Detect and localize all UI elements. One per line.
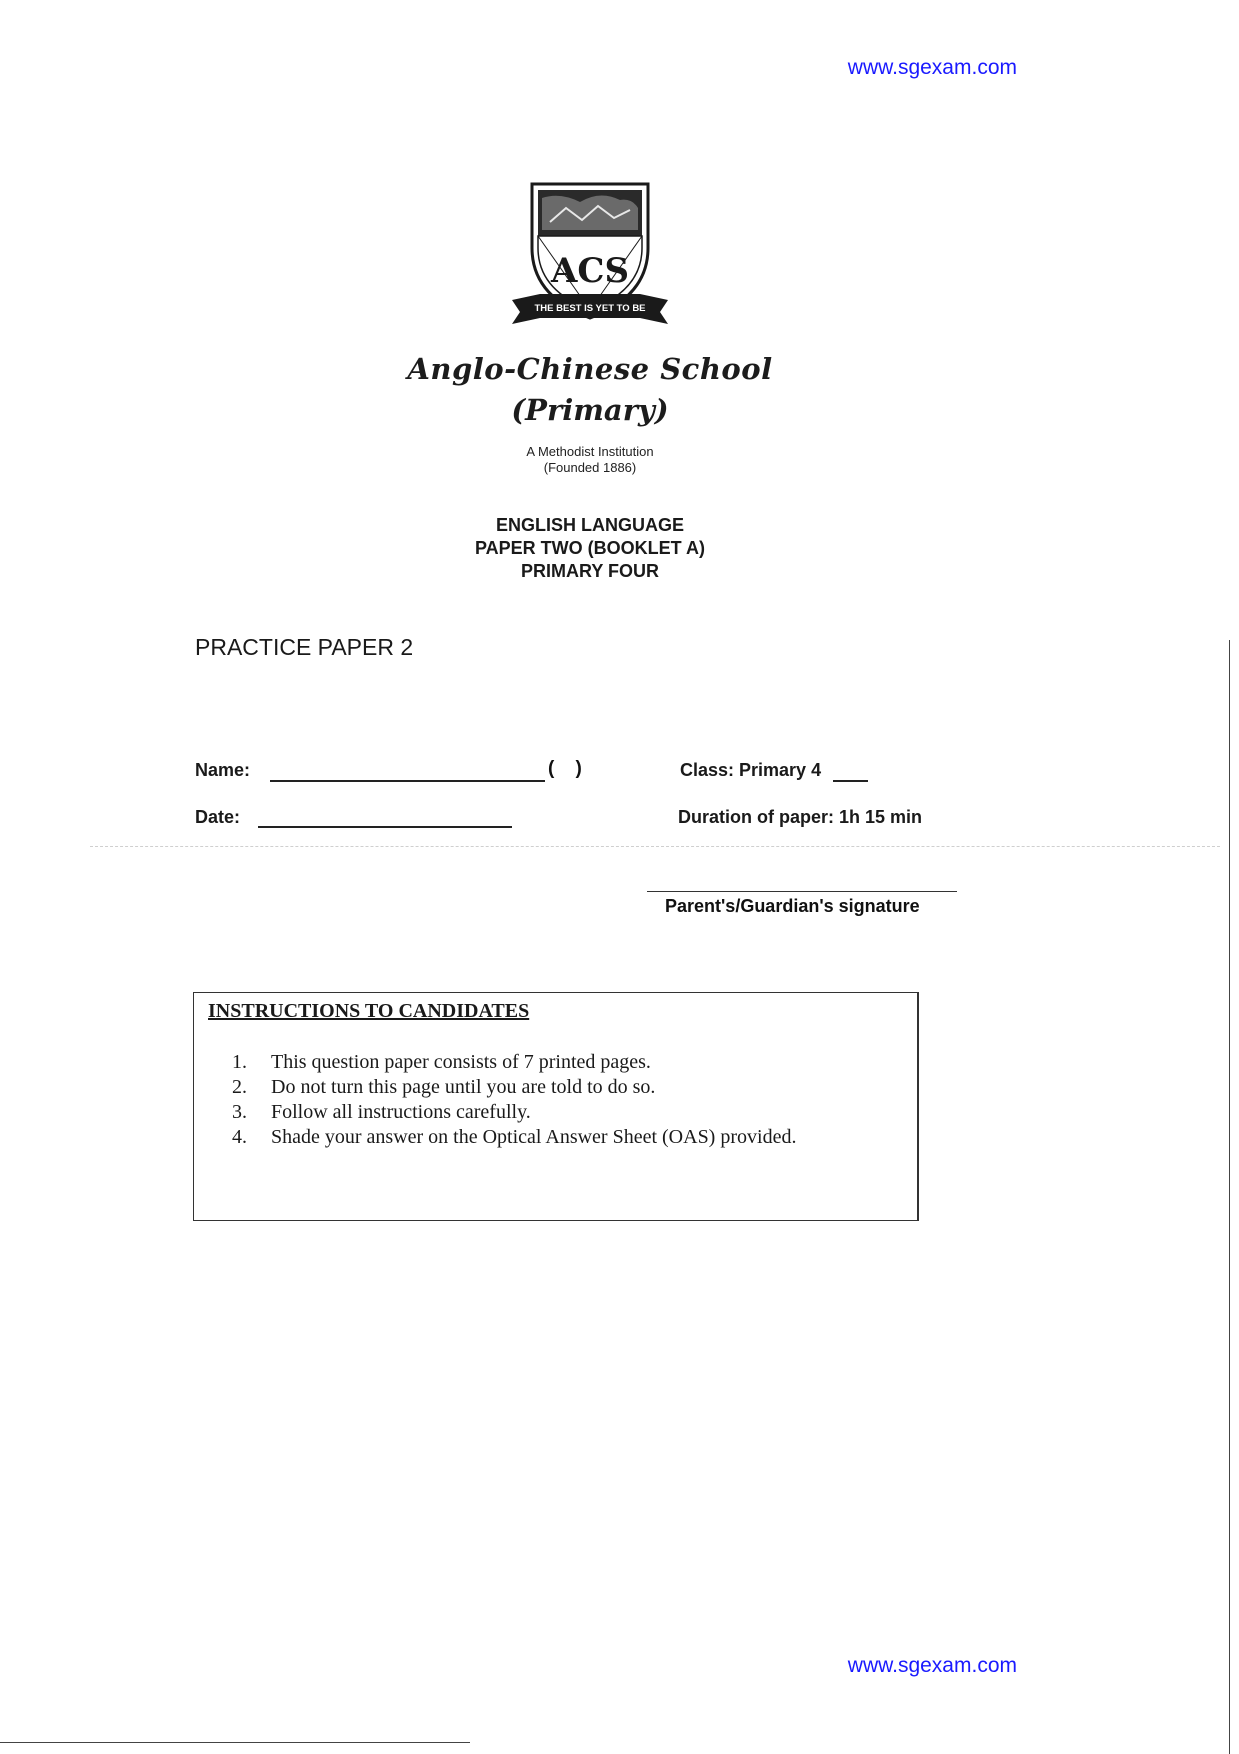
duration-label: Duration of paper: 1h 15 min <box>678 807 923 827</box>
exam-subject: ENGLISH LANGUAGE <box>495 515 684 535</box>
signature-label: Parent's/Guardian's signature <box>665 896 920 916</box>
exam-level: PRIMARY FOUR <box>520 561 659 581</box>
svg-text:THE BEST IS YET TO BE: THE BEST IS YET TO BE <box>534 303 646 314</box>
instructions-title: INSTRUCTIONS TO CANDIDATES <box>208 1000 530 1022</box>
instruction-item <box>232 1100 796 1125</box>
instruction-number: 2. <box>232 1076 247 1098</box>
exam-paper: PAPER TWO (BOOKLET A) <box>475 538 705 558</box>
founded-label: (Founded 1886) <box>543 460 637 475</box>
page-edge-bottom <box>0 1742 470 1743</box>
instruction-text: Shade your answer on the Optical Answer Sheet (OAS) provided. <box>271 1126 797 1148</box>
page-edge-right <box>1229 640 1230 1754</box>
school-subtitle: (Primary) <box>511 393 669 427</box>
svg-text:ACS: ACS <box>551 251 629 291</box>
date-label: Date: <box>195 807 241 827</box>
instruction-text: Do not turn this page until you are told to do so. <box>271 1076 656 1098</box>
signature-field[interactable] <box>647 891 957 892</box>
name-label: Name: <box>195 760 251 780</box>
name-field[interactable] <box>270 780 545 782</box>
school-crest-logo <box>510 178 670 338</box>
watermark-top: www.sgexam.com <box>847 56 1017 79</box>
date-field[interactable] <box>258 826 512 828</box>
practice-paper-title: PRACTICE PAPER 2 <box>195 634 414 660</box>
instruction-text: This question paper consists of 7 printed pages. <box>271 1051 651 1073</box>
scan-artifact-divider <box>90 846 1220 847</box>
watermark-bottom: www.sgexam.com <box>847 1654 1017 1677</box>
instruction-text: Follow all instructions carefully. <box>271 1101 531 1123</box>
instruction-number: 4. <box>232 1126 247 1148</box>
class-field[interactable] <box>833 780 868 782</box>
instructions-list <box>232 1050 796 1150</box>
instruction-item <box>232 1125 796 1150</box>
class-label: Class: Primary 4 <box>680 760 822 780</box>
instruction-number: 1. <box>232 1051 247 1073</box>
institution-label: A Methodist Institution <box>526 444 654 459</box>
institution-info <box>440 444 740 476</box>
instruction-item <box>232 1075 796 1100</box>
school-name: Anglo-Chinese School <box>407 352 773 386</box>
instruction-number: 3. <box>232 1101 247 1123</box>
register-number-field[interactable]: ( ) <box>548 758 582 779</box>
instruction-item <box>232 1050 796 1075</box>
